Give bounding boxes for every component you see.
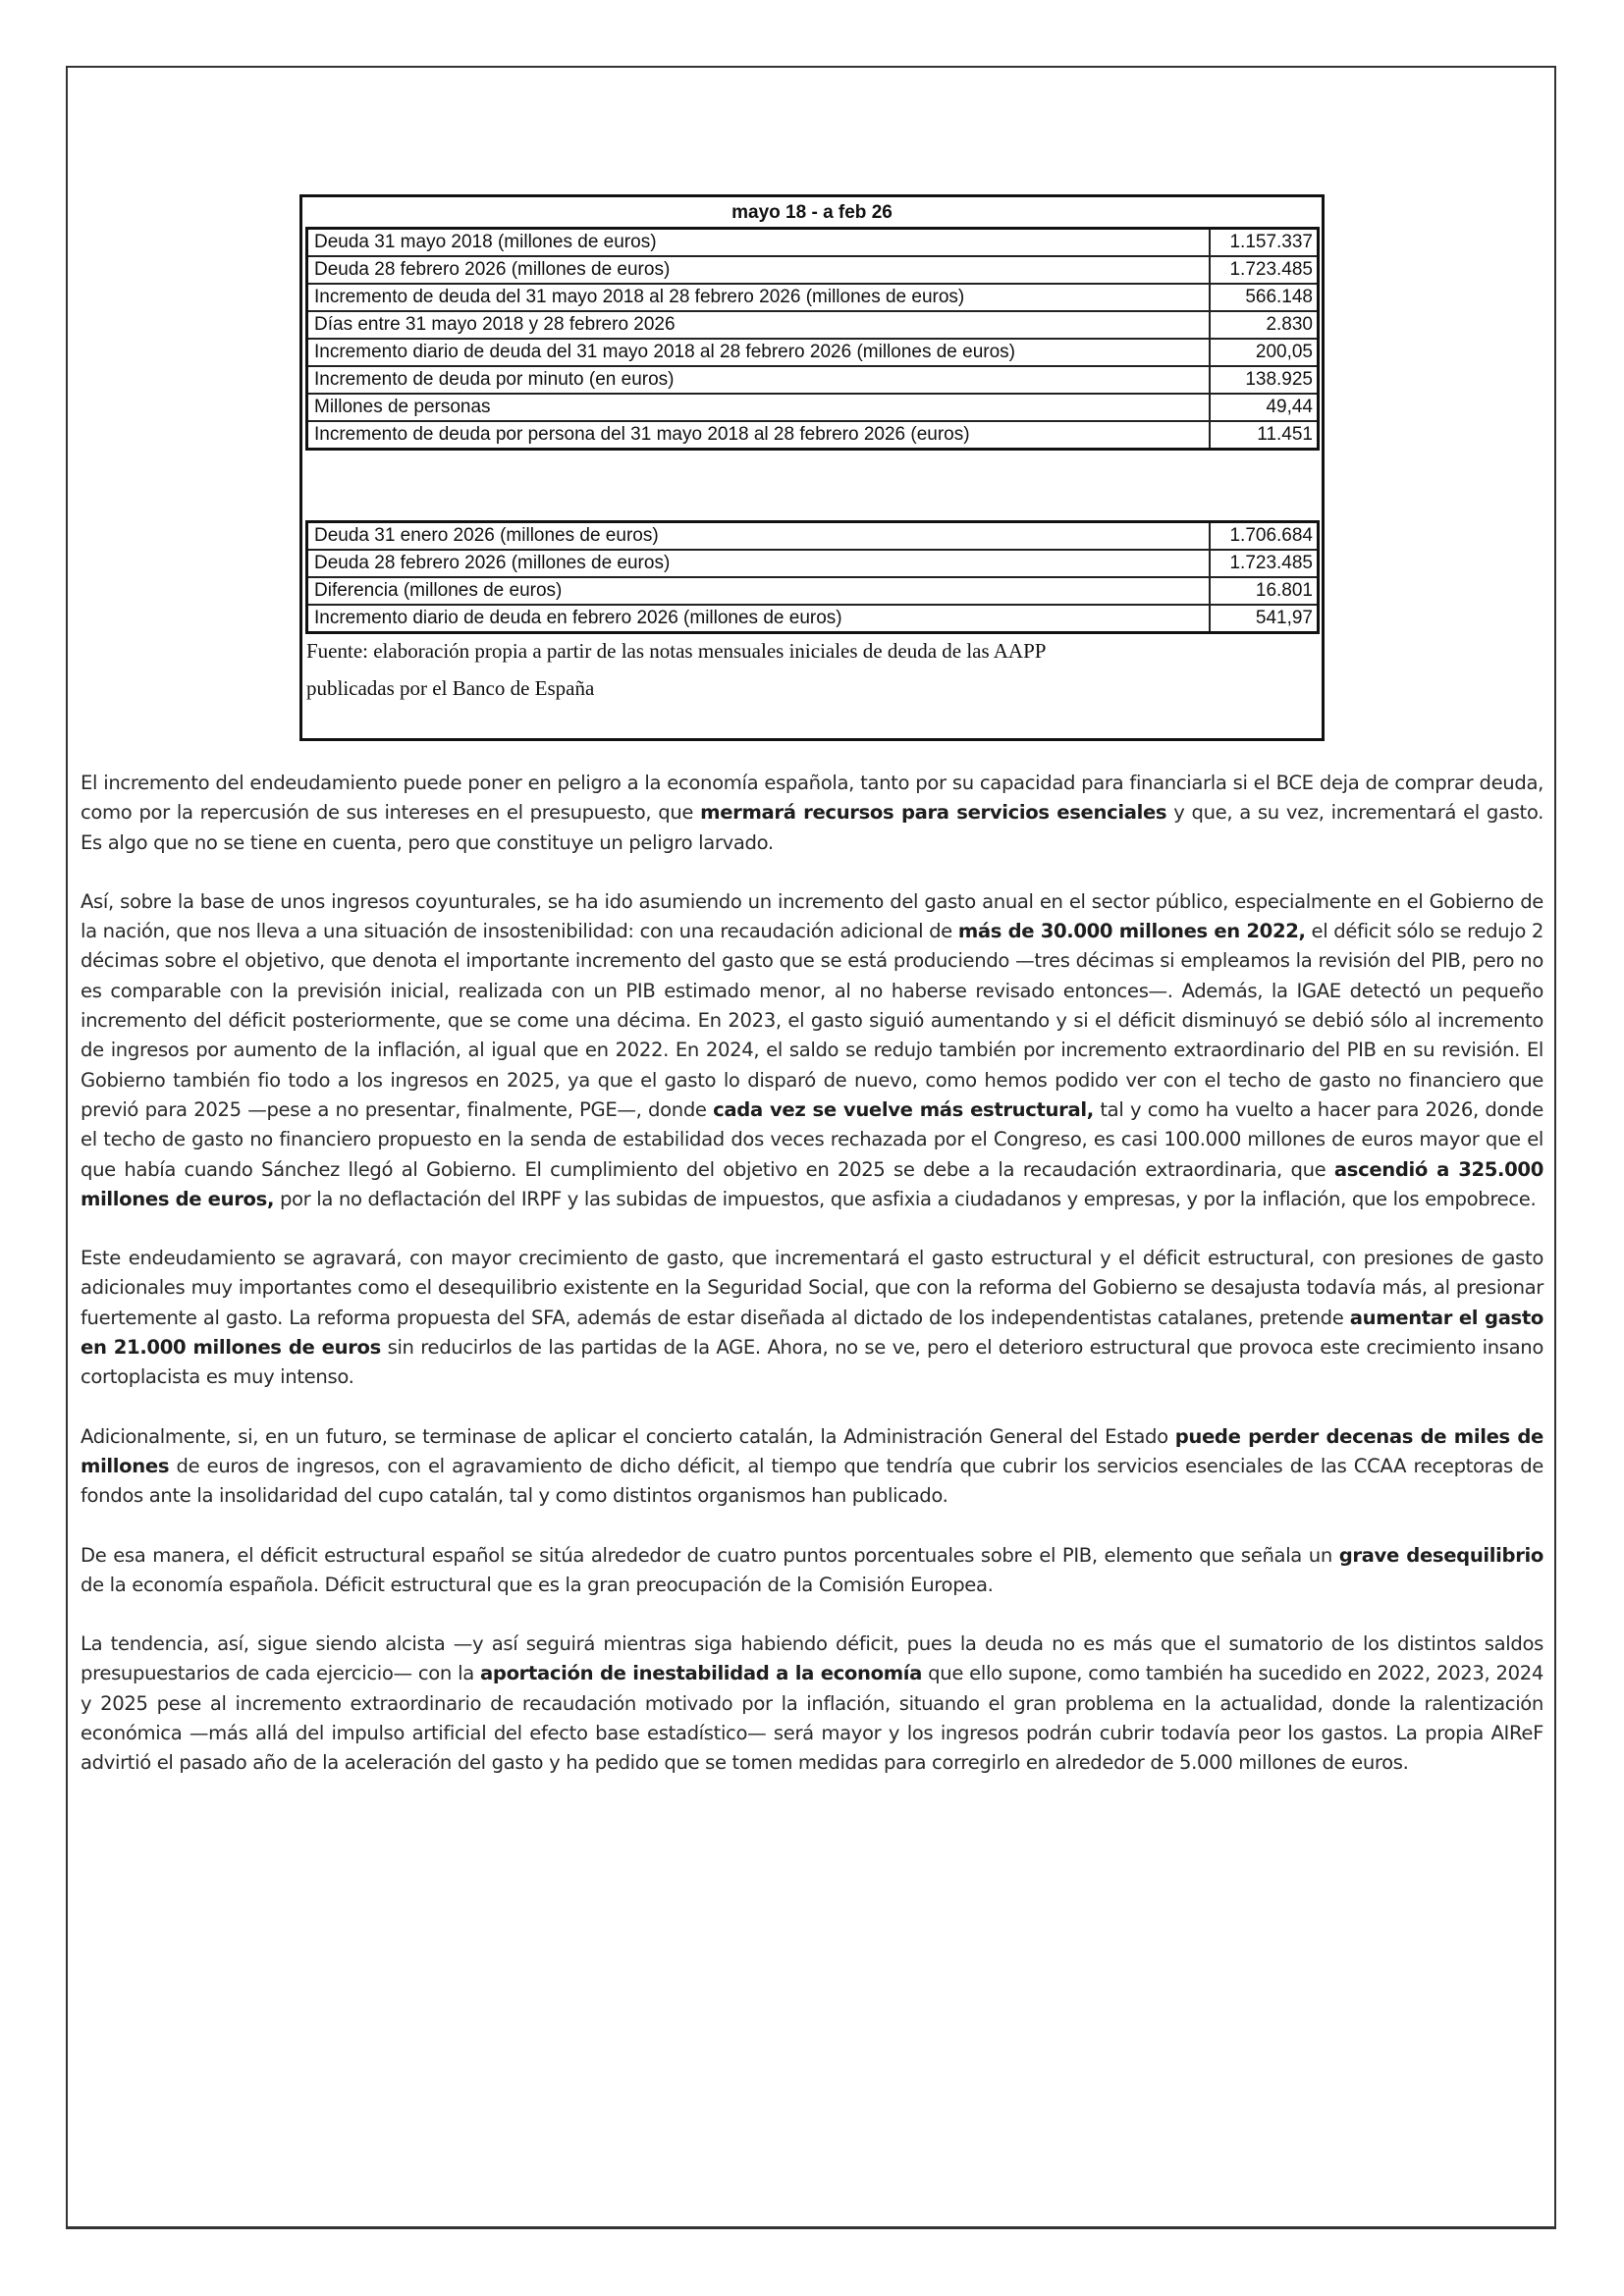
row-value: 138.925 — [1210, 366, 1319, 394]
text-run: El incremento del endeudamiento puede poner en peligro a la economía española, tanto por su capacidad para financiarla si el BCE deja de comprar deuda, como por la repercusión de sus intereses en el presupuesto, que — [81, 772, 1543, 825]
table-row — [307, 366, 1319, 394]
bold-emphasis: más de 30.000 millones en 2022, — [957, 920, 1306, 943]
row-label: Deuda 31 mayo 2018 (millones de euros) — [307, 229, 1211, 257]
row-label: Incremento de deuda por persona del 31 mayo 2018 al 28 febrero 2026 (euros) — [307, 421, 1211, 450]
debt-table-figure — [299, 194, 1325, 741]
table-spacer — [302, 451, 1322, 520]
paragraph-2 — [81, 887, 1543, 1214]
table-title: mayo 18 - a feb 26 — [731, 202, 893, 223]
bold-emphasis: cada vez se vuelve más estructural, — [713, 1097, 1094, 1121]
table-row — [307, 229, 1319, 257]
text-run: tal y como ha vuelto a hacer para 2026, donde el techo de gasto no financiero propuesto en la senda de estabilidad dos veces rechazada por el Congreso, es casi 100.000 millones de euros mayor que el que había cuando Sánchez llegó al Gobierno. El cumplimiento del objetivo en 2025 se debe a la recaudación extraordinaria, que — [81, 1097, 1544, 1181]
table-row — [307, 577, 1319, 605]
article-body — [81, 769, 1543, 1808]
bold-emphasis: puede perder decenas de miles de millones — [81, 1424, 1543, 1477]
text-run: La tendencia, así, sigue siendo alcista —y así seguirá mientras siga habiendo déficit, pues la deuda no es más que el sumatorio de los distintos saldos presupuestarios de cada ejercicio— con la — [81, 1632, 1543, 1685]
text-run: sin reducirlos de las partidas de la AGE. Ahora, no se ve, pero el deterioro estructural que provoca este crecimiento insano cortoplacista es muy intenso. — [81, 1336, 1543, 1389]
text-run: Así, sobre la base de unos ingresos coyunturales, se ha ido asumiendo un incremento del gasto anual en el sector público, especialmente en el Gobierno de la nación, que nos lleva a una situación de insostenibilidad: con una recaudación adicional de — [81, 889, 1543, 943]
source-line-2: publicadas por el Banco de España — [306, 676, 595, 700]
table-row — [307, 394, 1319, 421]
row-label: Incremento de deuda por minuto (en euros) — [307, 366, 1211, 394]
text-run: y que, a su vez, incrementará el gasto. Es algo que no se tiene en cuenta, pero que constituye un peligro larvado. — [81, 801, 1543, 854]
bold-emphasis: aumentar el gasto en 21.000 millones de euros — [81, 1306, 1544, 1360]
row-value: 1.706.684 — [1210, 522, 1319, 551]
debt-table-february — [305, 520, 1320, 634]
row-value: 1.723.485 — [1210, 256, 1319, 284]
row-label: Incremento de deuda del 31 mayo 2018 al 28 febrero 2026 (millones de euros) — [307, 284, 1211, 311]
row-label: Deuda 31 enero 2026 (millones de euros) — [307, 522, 1211, 551]
row-value: 1.157.337 — [1210, 229, 1319, 257]
paragraph-1 — [81, 769, 1543, 858]
row-value: 541,97 — [1210, 605, 1319, 633]
row-value: 2.830 — [1210, 311, 1319, 339]
text-run: Adicionalmente, si, en un futuro, se terminase de aplicar el concierto catalán, la Administración General del Estado — [81, 1424, 1175, 1448]
table-row — [307, 256, 1319, 284]
text-run: el déficit sólo se redujo 2 décimas sobre el objetivo, que denota el importante incremento del gasto que se está produciendo —tres décimas si empleamos la revisión del PIB, pero no es comparable con la previsión inicial, realizada con un PIB estimado menor, al no haberse revisado entonces—. Además, la IGAE detectó un pequeño incremento del déficit posteriormente, que se come una décima. En 2023, el gasto siguió aumentando y si el déficit disminuyó se debió sólo al incremento de ingresos por aumento de la inflación, al igual que en 2022. En 2024, el saldo se redujo también por incremento extraordinario del PIB en su revisión. El Gobierno también fio todo a los ingresos en 2025, ya que el gasto lo disparó de nuevo, como hemos podido ver con el techo de gasto no financiero que previó para 2025 —pese a no presentar, finalmente, PGE—, donde — [81, 920, 1543, 1121]
debt-table-main — [305, 227, 1320, 451]
table-row — [307, 339, 1319, 366]
table-source-note — [302, 632, 1322, 707]
paragraph-4 — [81, 1422, 1543, 1512]
table-row — [307, 550, 1319, 577]
row-value: 49,44 — [1210, 394, 1319, 421]
row-value: 200,05 — [1210, 339, 1319, 366]
row-value: 1.723.485 — [1210, 550, 1319, 577]
bold-emphasis: mermará recursos para servicios esenciales — [700, 801, 1167, 825]
text-run: de la economía española. Déficit estructural que es la gran preocupación de la Comisión Europea. — [81, 1573, 994, 1596]
row-value: 11.451 — [1210, 421, 1319, 450]
row-label: Días entre 31 mayo 2018 y 28 febrero 2026 — [307, 311, 1211, 339]
table-row — [307, 284, 1319, 311]
text-run: que ello supone, como también ha sucedido en 2022, 2023, 2024 y 2025 pese al incremento extraordinario de recaudación motivado por la inflación, situando el gran problema en la actualidad, donde la ralentización económica —más allá del impulso artificial del efecto base estadístico— será mayor y los ingresos podrán cubrir todavía peor los gastos. La propia AIReF advirtió el pasado año de la aceleración del gasto y ha pedido que se tomen medidas para corregirlo en alrededor de 5.000 millones de euros. — [81, 1662, 1543, 1775]
row-value: 16.801 — [1210, 577, 1319, 605]
paragraph-6 — [81, 1629, 1543, 1778]
text-run: De esa manera, el déficit estructural español se sitúa alrededor de cuatro puntos porcentuales sobre el PIB, elemento que señala un — [81, 1543, 1339, 1567]
row-label: Incremento diario de deuda del 31 mayo 2018 al 28 febrero 2026 (millones de euros) — [307, 339, 1211, 366]
text-run: de euros de ingresos, con el agravamiento de dicho déficit, al tiempo que tendría que cubrir los servicios esenciales de las CCAA receptoras de fondos ante la insolidaridad del cupo catalán, tal y como distintos organismos han publicado. — [81, 1454, 1543, 1508]
row-value: 566.148 — [1210, 284, 1319, 311]
paragraph-5 — [81, 1541, 1543, 1601]
paragraph-3 — [81, 1244, 1543, 1392]
source-line-1: Fuente: elaboración propia a partir de las notas mensuales iniciales de deuda de las AAPP — [306, 639, 1047, 663]
row-label: Incremento diario de deuda en febrero 2026 (millones de euros) — [307, 605, 1211, 633]
text-run: Este endeudamiento se agravará, con mayor crecimiento de gasto, que incrementará el gasto estructural y el déficit estructural, con presiones de gasto adicionales muy importantes como el desequilibrio existente en la Seguridad Social, que con la reforma del Gobierno se desajusta todavía más, al presionar fuertemente al gasto. La reforma propuesta del SFA, además de estar diseñada al dictado de los independentistas catalanes, pretende — [81, 1247, 1543, 1329]
row-label: Millones de personas — [307, 394, 1211, 421]
bold-emphasis: grave desequilibrio — [1338, 1543, 1543, 1567]
table-row — [307, 522, 1319, 551]
table-row — [307, 421, 1319, 450]
table-row — [307, 311, 1319, 339]
row-label: Deuda 28 febrero 2026 (millones de euros) — [307, 550, 1211, 577]
row-label: Deuda 28 febrero 2026 (millones de euros) — [307, 256, 1211, 284]
bold-emphasis: ascendió a 325.000 millones de euros, — [81, 1157, 1543, 1210]
text-run: por la no deflactación del IRPF y las subidas de impuestos, que asfixia a ciudadanos y empresas, y por la inflación, que los empobrece. — [274, 1187, 1537, 1210]
row-label: Diferencia (millones de euros) — [307, 577, 1211, 605]
bold-emphasis: aportación de inestabilidad a la economía — [480, 1662, 923, 1685]
table-row — [307, 605, 1319, 633]
